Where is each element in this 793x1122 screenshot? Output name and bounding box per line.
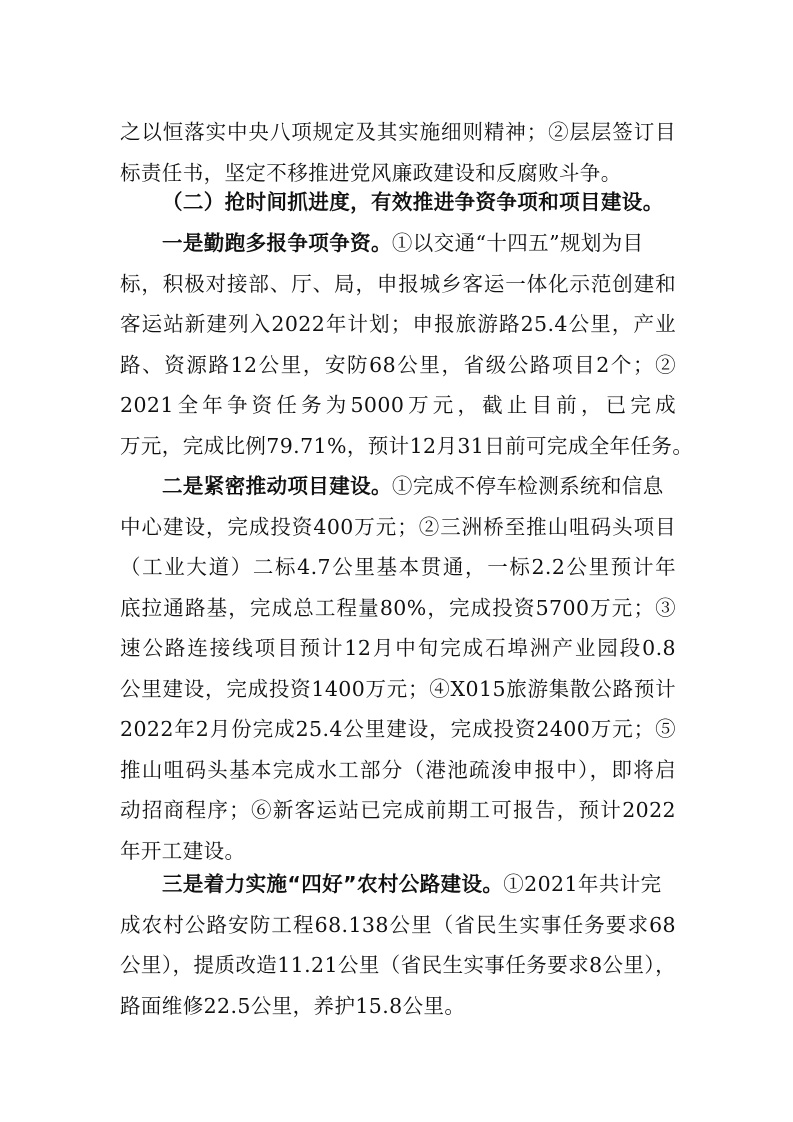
paragraph-1 bbox=[120, 223, 694, 466]
text-line: 速公路连接线项目预计12月中旬完成石埠洲产业园段0.8 bbox=[120, 636, 676, 660]
text-line: 2022年2月份完成25.4公里建设，完成投资2400万元；⑤ bbox=[120, 717, 676, 741]
text-line: 之以恒落实中央八项规定及其实施细则精神；②层层签订目 bbox=[120, 120, 676, 144]
paragraph-lead: 一是勤跑多报争项争资。 bbox=[162, 231, 392, 255]
text-line bbox=[120, 466, 676, 507]
text-line: 路面维修22.5公里，养护15.8公里。 bbox=[120, 993, 466, 1018]
text-run: ①完成不停车检测系统和信息 bbox=[391, 474, 664, 498]
paragraph-lead: 二是紧密推动项目建设。 bbox=[162, 474, 392, 498]
text-line: （工业大道）二标4.7公里基本贯通，一标2.2公里预计年 bbox=[120, 555, 676, 579]
text-line bbox=[120, 864, 676, 905]
heading-text: （二）抢时间抓进度，有效推进争资争项和项目建设。 bbox=[162, 190, 664, 214]
text-line: 路、资源路12公里，安防68公里，省级公路项目2个；② bbox=[120, 352, 676, 377]
paragraph-3 bbox=[120, 864, 676, 1026]
text-line: 推山咀码头基本完成水工部分（港池疏浚申报中），即将启 bbox=[120, 757, 676, 782]
text-line: 万元，完成比例79.71%，预计12月31日前可完成全年任务。 bbox=[120, 433, 694, 458]
text-line: 客运站新建列入2022年计划；申报旅游路25.4公里，产业 bbox=[120, 312, 676, 336]
text-line: 标，积极对接部、厅、局，申报城乡客运一体化示范创建和 bbox=[120, 271, 676, 296]
text-line: 年开工建设。 bbox=[120, 838, 246, 863]
text-line: 底拉通路基，完成总工程量80%，完成投资5700万元；③ bbox=[120, 595, 676, 620]
section-heading bbox=[120, 182, 676, 223]
paragraph-lead: 三是着力实施“四好”农村公路建设。 bbox=[162, 872, 504, 896]
paragraph-2 bbox=[120, 466, 676, 871]
text-run: ①以交通“十四五”规划为目 bbox=[391, 231, 644, 255]
text-line: 动招商程序；⑥新客运站已完成前期工可报告，预计2022 bbox=[120, 798, 676, 822]
paragraph-continuation bbox=[120, 112, 676, 193]
text-line: 公里），提质改造11.21公里（省民生实事任务要求8公里）， bbox=[120, 953, 676, 977]
text-line: 成农村公路安防工程68.138公里（省民生实事任务要求68 bbox=[120, 912, 676, 937]
text-line: 中心建设，完成投资400万元；②三洲桥至推山咀码头项目 bbox=[120, 514, 676, 539]
text-line: 标责任书，坚定不移推进党风廉政建设和反腐败斗争。 bbox=[120, 160, 622, 185]
text-run: ①2021年共计完 bbox=[503, 872, 662, 896]
text-line: 2021全年争资任务为5000万元，截止目前，已完成 bbox=[120, 393, 676, 417]
text-line bbox=[120, 223, 676, 264]
text-line: 公里建设，完成投资1400万元；④X015旅游集散公路预计 bbox=[120, 676, 676, 701]
